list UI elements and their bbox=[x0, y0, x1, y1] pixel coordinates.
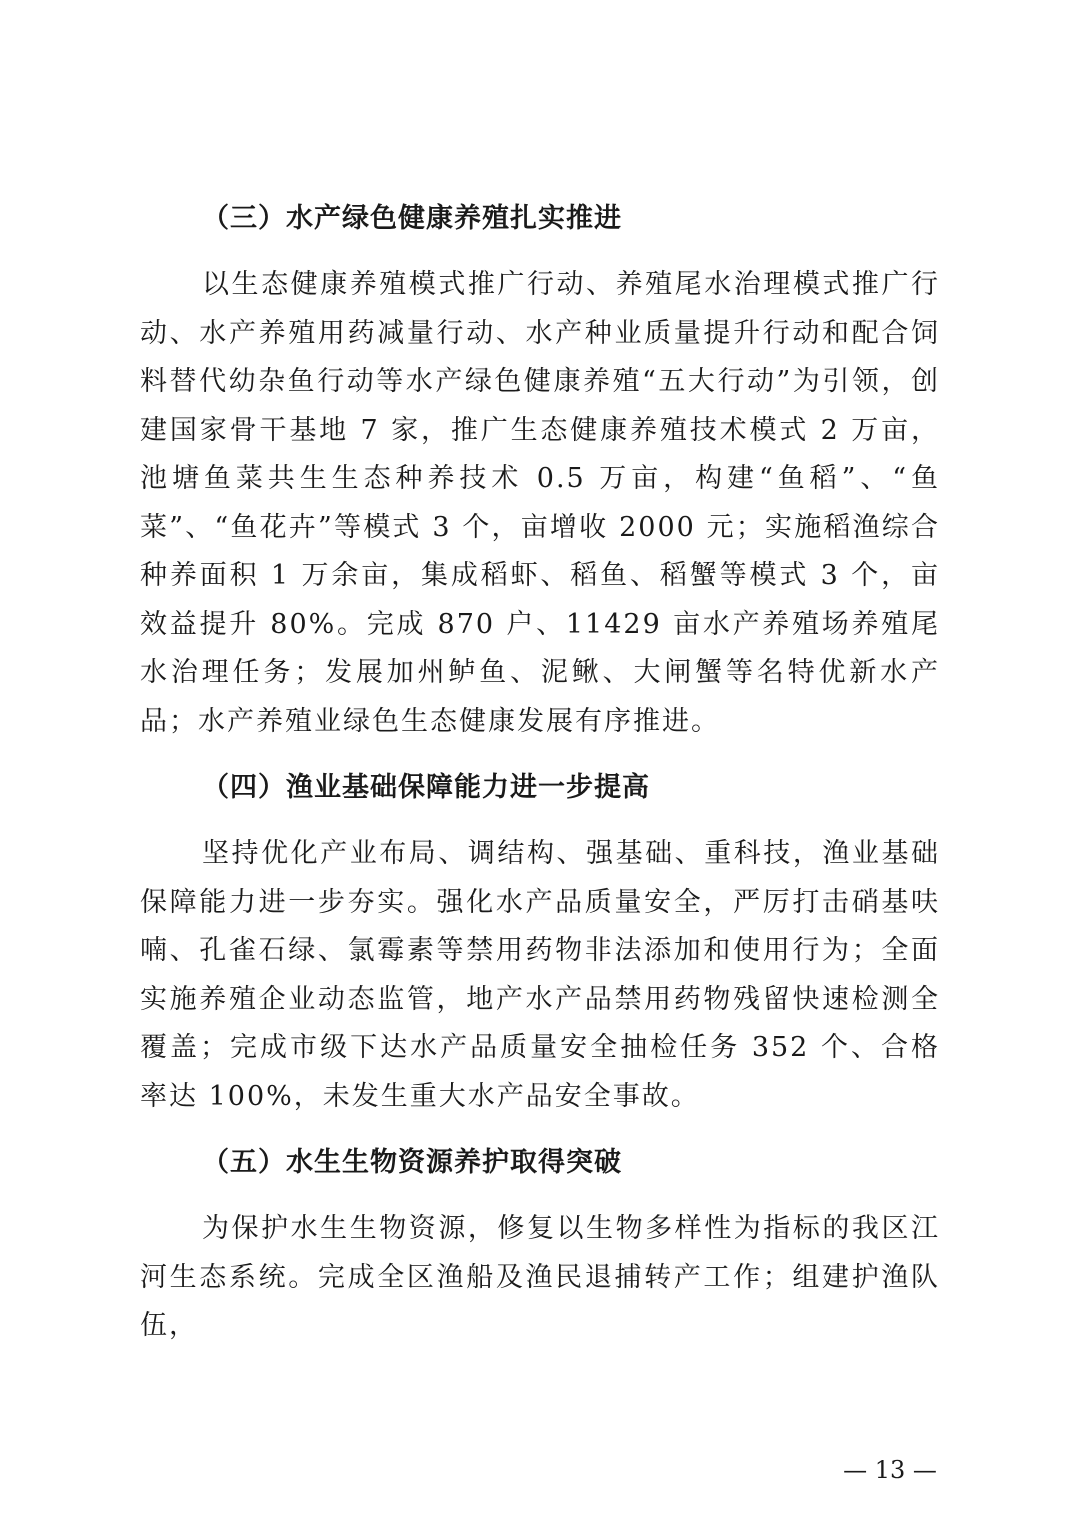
section-heading-3: （三）水产绿色健康养殖扎实推进 bbox=[202, 203, 622, 234]
section-paragraph-3: 以生态健康养殖模式推广行动、养殖尾水治理模式推广行动、水产养殖用药减量行动、水产种业质量提升行动和配合饲料替代幼杂鱼行动等水产绿色健康养殖“五大行动”为引领，创建国家骨干基地 7 家，推广生态健康养殖技术模式 2 万亩，池塘鱼菜共生生态种养技术 0.5 万亩，构建“鱼稻”、“鱼菜”、“鱼花卉”等模式 3 个，亩增收 2000 元；实施稻渔综合种养面积 1 万余亩，集成稻虾、稻鱼、稻蟹等模式 3 个，亩效益提升 80%。完成 870 户、11429 亩水产养殖场养殖尾水治理任务；发展加州鲈鱼、泥鳅、大闸蟹等名特优新水产品；水产养殖业绿色生态健康发展有序推进。 bbox=[140, 269, 940, 737]
section-paragraph-4: 坚持优化产业布局、调结构、强基础、重科技，渔业基础保障能力进一步夯实。强化水产品质量安全，严厉打击硝基呋喃、孔雀石绿、氯霉素等禁用药物非法添加和使用行为；全面实施养殖企业动态监管，地产水产品禁用药物残留快速检测全覆盖；完成市级下达水产品质量安全抽检任务 352 个、合格率达 100%，未发生重大水产品安全事故。 bbox=[140, 838, 940, 1112]
section-paragraph-5: 为保护水生生物资源，修复以生物多样性为指标的我区江河生态系统。完成全区渔船及渔民退捕转产工作；组建护渔队伍， bbox=[140, 1213, 940, 1341]
page-number: — 13 — bbox=[843, 1456, 937, 1484]
section-heading-5: （五）水生生物资源养护取得突破 bbox=[202, 1147, 622, 1178]
document-body bbox=[140, 195, 940, 1369]
section-heading-4: （四）渔业基础保障能力进一步提高 bbox=[202, 772, 650, 803]
